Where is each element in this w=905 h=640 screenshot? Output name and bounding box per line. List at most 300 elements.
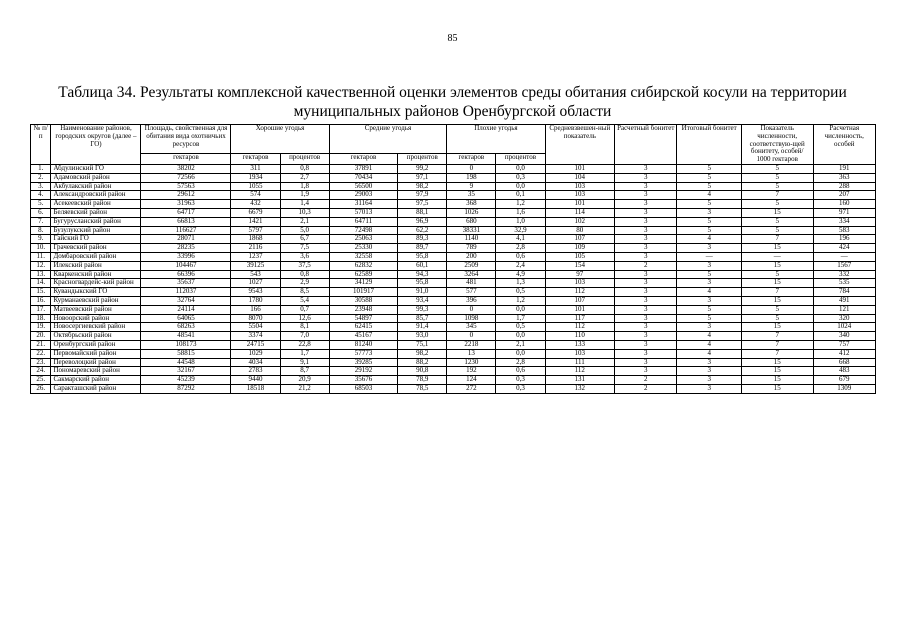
table-cell: 114: [545, 208, 615, 217]
table-cell: 1868: [231, 235, 280, 244]
table-cell: 116627: [141, 226, 231, 235]
subheader-area-hectares: гектаров: [141, 154, 231, 165]
table-cell: 7: [741, 191, 813, 200]
table-cell: 4: [677, 235, 741, 244]
table-cell: 15: [741, 384, 813, 393]
table-cell: 1098: [447, 314, 496, 323]
table-cell: 1,8: [280, 182, 329, 191]
header-bad: Плохие угодья: [447, 125, 545, 154]
table-cell: Акбулакский район: [51, 182, 141, 191]
page-number: 85: [447, 33, 458, 44]
table-cell: 105: [545, 252, 615, 261]
table-cell: Александровский район: [51, 191, 141, 200]
table-cell: 3: [615, 208, 677, 217]
table-cell: 80: [545, 226, 615, 235]
table-cell: 5: [741, 217, 813, 226]
table-cell: Кваркенский район: [51, 270, 141, 279]
table-cell: 0,0: [496, 164, 545, 173]
table-cell: 57013: [329, 208, 398, 217]
table-row: [31, 226, 876, 235]
table-cell: 29003: [329, 191, 398, 200]
table-cell: 5.: [31, 200, 51, 209]
table-cell: 93,4: [398, 296, 447, 305]
table-cell: 0,6: [496, 252, 545, 261]
table-cell: 784: [813, 288, 876, 297]
table-cell: 97,1: [398, 173, 447, 182]
table-cell: 22.: [31, 349, 51, 358]
table-cell: 3: [677, 244, 741, 253]
table-row: [31, 261, 876, 270]
table-cell: 0: [447, 332, 496, 341]
table-cell: Сакмарский район: [51, 376, 141, 385]
table-cell: 0,1: [496, 191, 545, 200]
table-cell: 56500: [329, 182, 398, 191]
table-cell: 424: [813, 244, 876, 253]
table-cell: 577: [447, 288, 496, 297]
table-cell: Кувандыкский ГО: [51, 288, 141, 297]
table-cell: 8.: [31, 226, 51, 235]
table-cell: 679: [813, 376, 876, 385]
table-cell: 757: [813, 340, 876, 349]
table-cell: 39285: [329, 358, 398, 367]
table-cell: 112: [545, 288, 615, 297]
table-cell: 1934: [231, 173, 280, 182]
table-cell: 160: [813, 200, 876, 209]
table-cell: 91,0: [398, 288, 447, 297]
table-cell: 2,9: [280, 279, 329, 288]
table-cell: 7: [741, 340, 813, 349]
table-cell: Красногвардейс-кий район: [51, 279, 141, 288]
table-cell: 1029: [231, 349, 280, 358]
table-cell: 0,3: [496, 173, 545, 182]
table-cell: 1,3: [496, 279, 545, 288]
table-cell: 75,1: [398, 340, 447, 349]
table-cell: 81240: [329, 340, 398, 349]
table-cell: —: [677, 252, 741, 261]
subheader-good-hectares: гектаров: [231, 154, 280, 165]
table-cell: 1309: [813, 384, 876, 393]
table-cell: 34129: [329, 279, 398, 288]
table-cell: 109: [545, 244, 615, 253]
table-cell: Асекеевский район: [51, 200, 141, 209]
table-cell: 12,6: [280, 314, 329, 323]
table-cell: 31963: [141, 200, 231, 209]
table-cell: 5504: [231, 323, 280, 332]
table-cell: 0,5: [496, 288, 545, 297]
table-cell: 1237: [231, 252, 280, 261]
table-cell: 4: [677, 288, 741, 297]
table-cell: 3: [615, 200, 677, 209]
table-cell: 2.: [31, 173, 51, 182]
table-cell: 13.: [31, 270, 51, 279]
table-cell: 64717: [141, 208, 231, 217]
table-cell: 54897: [329, 314, 398, 323]
table-cell: 25.: [31, 376, 51, 385]
table-cell: 5: [677, 164, 741, 173]
table-cell: 5: [741, 164, 813, 173]
table-cell: 2116: [231, 244, 280, 253]
table-cell: 154: [545, 261, 615, 270]
table-cell: 1567: [813, 261, 876, 270]
table-cell: Саракташский район: [51, 384, 141, 393]
table-cell: 4: [677, 349, 741, 358]
table-cell: 35637: [141, 279, 231, 288]
header-medium: Средние угодья: [329, 125, 447, 154]
table-cell: 3: [615, 349, 677, 358]
table-row: [31, 173, 876, 182]
table-cell: 5,0: [280, 226, 329, 235]
table-cell: 117: [545, 314, 615, 323]
table-cell: 3: [677, 358, 741, 367]
table-cell: 24.: [31, 367, 51, 376]
table-cell: 1230: [447, 358, 496, 367]
table-cell: 31164: [329, 200, 398, 209]
table-cell: 97: [545, 270, 615, 279]
table-row: [31, 270, 876, 279]
subheader-bad-hectares: гектаров: [447, 154, 496, 165]
table-cell: Новосергиевский район: [51, 323, 141, 332]
table-cell: 2,8: [496, 244, 545, 253]
header-area: Площадь, свойственная для обитания вида охотничьих ресурсов: [141, 125, 231, 154]
subheader-good-percent: процентов: [280, 154, 329, 165]
table-cell: 44548: [141, 358, 231, 367]
table-cell: 198: [447, 173, 496, 182]
table-row: [31, 200, 876, 209]
table-cell: 340: [813, 332, 876, 341]
table-cell: 104467: [141, 261, 231, 270]
table-cell: 3: [615, 182, 677, 191]
table-cell: 18.: [31, 314, 51, 323]
table-cell: 2,8: [496, 358, 545, 367]
table-cell: 3: [615, 226, 677, 235]
table-row: [31, 314, 876, 323]
table-cell: 121: [813, 305, 876, 314]
table-cell: 1,4: [280, 200, 329, 209]
assessment-table: [30, 124, 876, 394]
table-cell: 19.: [31, 323, 51, 332]
table-cell: 14.: [31, 279, 51, 288]
table-cell: 200: [447, 252, 496, 261]
table-cell: 192: [447, 367, 496, 376]
table-cell: 4.: [31, 191, 51, 200]
table-cell: 112037: [141, 288, 231, 297]
table-row: [31, 340, 876, 349]
table-cell: 124: [447, 376, 496, 385]
table-cell: 5: [741, 226, 813, 235]
table-cell: 5: [741, 182, 813, 191]
table-cell: 1,9: [280, 191, 329, 200]
table-cell: 2: [615, 384, 677, 393]
table-cell: 4: [677, 332, 741, 341]
table-cell: 24114: [141, 305, 231, 314]
table-cell: 15: [741, 261, 813, 270]
table-body: [31, 164, 876, 393]
table-cell: 37,5: [280, 261, 329, 270]
table-cell: 272: [447, 384, 496, 393]
table-cell: 7,5: [280, 244, 329, 253]
table-cell: 7,0: [280, 332, 329, 341]
table-cell: 207: [813, 191, 876, 200]
table-row: [31, 279, 876, 288]
table-cell: 29192: [329, 367, 398, 376]
table-row: [31, 296, 876, 305]
table-cell: 95,8: [398, 279, 447, 288]
table-cell: 5: [677, 182, 741, 191]
table-cell: 66396: [141, 270, 231, 279]
table-cell: 3: [615, 279, 677, 288]
table-cell: 9440: [231, 376, 280, 385]
table-cell: 90,8: [398, 367, 447, 376]
header-good: Хорошие угодья: [231, 125, 329, 154]
header-density: Показатель численности, соответствую-щей бонитету, особей/ 1000 гектаров: [741, 125, 813, 165]
table-cell: 2783: [231, 367, 280, 376]
table-cell: 2: [615, 261, 677, 270]
table-cell: 3: [615, 173, 677, 182]
table-cell: 5: [677, 226, 741, 235]
table-cell: 48541: [141, 332, 231, 341]
table-cell: 396: [447, 296, 496, 305]
table-cell: 3: [615, 340, 677, 349]
table-cell: 3374: [231, 332, 280, 341]
table-cell: 62,2: [398, 226, 447, 235]
table-cell: 88,2: [398, 358, 447, 367]
subheader-medium-percent: процентов: [398, 154, 447, 165]
table-cell: 8,5: [280, 288, 329, 297]
table-row: [31, 384, 876, 393]
table-cell: 0,3: [496, 384, 545, 393]
table-cell: 5: [677, 270, 741, 279]
table-cell: 0,0: [496, 305, 545, 314]
table-cell: 97,5: [398, 200, 447, 209]
table-cell: 68263: [141, 323, 231, 332]
table-cell: 35: [447, 191, 496, 200]
table-cell: 0,7: [280, 305, 329, 314]
table-cell: 103: [545, 182, 615, 191]
table-cell: 33996: [141, 252, 231, 261]
table-cell: 32167: [141, 367, 231, 376]
table-cell: 28235: [141, 244, 231, 253]
table-cell: 133: [545, 340, 615, 349]
table-cell: 3: [615, 296, 677, 305]
table-cell: 288: [813, 182, 876, 191]
table-cell: 15: [741, 358, 813, 367]
table-cell: 3: [615, 305, 677, 314]
table-cell: 543: [231, 270, 280, 279]
table-cell: 3: [677, 296, 741, 305]
table-cell: 101: [545, 164, 615, 173]
table-cell: 9.: [31, 235, 51, 244]
table-cell: Новоорский район: [51, 314, 141, 323]
table-cell: 68503: [329, 384, 398, 393]
table-cell: 3: [677, 208, 741, 217]
table-cell: 57563: [141, 182, 231, 191]
table-cell: 6679: [231, 208, 280, 217]
table-cell: 332: [813, 270, 876, 279]
table-cell: Абдулинский ГО: [51, 164, 141, 173]
table-cell: Бугурусланский район: [51, 217, 141, 226]
table-cell: 1140: [447, 235, 496, 244]
table-cell: 483: [813, 367, 876, 376]
table-cell: 535: [813, 279, 876, 288]
table-cell: 4034: [231, 358, 280, 367]
table-cell: 9543: [231, 288, 280, 297]
table-cell: 166: [231, 305, 280, 314]
table-cell: 3: [615, 244, 677, 253]
table-cell: 70434: [329, 173, 398, 182]
header-calc-bonitet: Расчетный бонитет: [615, 125, 677, 165]
table-cell: 0,0: [496, 332, 545, 341]
table-cell: 1.: [31, 164, 51, 173]
table-cell: 29612: [141, 191, 231, 200]
table-cell: 668: [813, 358, 876, 367]
table-cell: 1,6: [496, 208, 545, 217]
table-cell: 3: [677, 376, 741, 385]
table-cell: 11.: [31, 252, 51, 261]
table-cell: 4: [677, 191, 741, 200]
table-cell: 89,7: [398, 244, 447, 253]
table-cell: 334: [813, 217, 876, 226]
table-cell: 94,3: [398, 270, 447, 279]
table-cell: 15: [741, 376, 813, 385]
table-cell: —: [741, 252, 813, 261]
table-cell: 1024: [813, 323, 876, 332]
table-cell: 2,7: [280, 173, 329, 182]
table-cell: 2509: [447, 261, 496, 270]
table-cell: 1421: [231, 217, 280, 226]
table-cell: Илекский район: [51, 261, 141, 270]
table-cell: 13: [447, 349, 496, 358]
table-cell: 3: [677, 384, 741, 393]
table-title: Таблица 34. Результаты комплексной качественной оценки элементов среды обитания сибирской косули на территории муниципальных районов Оренбургской области: [58, 84, 847, 120]
table-cell: 131: [545, 376, 615, 385]
table-row: [31, 252, 876, 261]
table-cell: 32558: [329, 252, 398, 261]
table-cell: 311: [231, 164, 280, 173]
table-cell: 103: [545, 279, 615, 288]
table-cell: 112: [545, 367, 615, 376]
table-cell: 8,1: [280, 323, 329, 332]
subheader-medium-hectares: гектаров: [329, 154, 398, 165]
table-cell: 15: [741, 367, 813, 376]
table-cell: 196: [813, 235, 876, 244]
table-row: [31, 208, 876, 217]
table-row: [31, 244, 876, 253]
table-cell: 3: [615, 332, 677, 341]
table-cell: 38331: [447, 226, 496, 235]
table-cell: 96,9: [398, 217, 447, 226]
table-cell: 0: [447, 164, 496, 173]
table-cell: 5: [677, 305, 741, 314]
table-row: [31, 358, 876, 367]
table-cell: 481: [447, 279, 496, 288]
table-cell: 1,7: [496, 314, 545, 323]
table-cell: 89,3: [398, 235, 447, 244]
table-cell: 10,3: [280, 208, 329, 217]
table-cell: 12.: [31, 261, 51, 270]
table-cell: 363: [813, 173, 876, 182]
table-cell: 25330: [329, 244, 398, 253]
table-cell: 3.: [31, 182, 51, 191]
table-cell: 5: [677, 200, 741, 209]
table-row: [31, 235, 876, 244]
table-cell: 4: [677, 340, 741, 349]
table-row: [31, 349, 876, 358]
table-cell: 30588: [329, 296, 398, 305]
subheader-bad-percent: процентов: [496, 154, 545, 165]
table-cell: 45239: [141, 376, 231, 385]
table-cell: 26.: [31, 384, 51, 393]
table-cell: Адамовский район: [51, 173, 141, 182]
table-cell: 64711: [329, 217, 398, 226]
table-cell: 5: [741, 314, 813, 323]
table-cell: 7.: [31, 217, 51, 226]
table-cell: 320: [813, 314, 876, 323]
table-cell: 8070: [231, 314, 280, 323]
table-cell: 6,7: [280, 235, 329, 244]
table-cell: 18518: [231, 384, 280, 393]
table-cell: 0,8: [280, 270, 329, 279]
table-cell: 99,3: [398, 305, 447, 314]
table-cell: 491: [813, 296, 876, 305]
table-cell: 0,0: [496, 182, 545, 191]
table-cell: 5: [741, 270, 813, 279]
table-cell: 17.: [31, 305, 51, 314]
table-cell: 98,2: [398, 182, 447, 191]
table-cell: 22,8: [280, 340, 329, 349]
table-row: [31, 367, 876, 376]
header-avg: Средневзвешен-ный показатель: [545, 125, 615, 165]
table-cell: 58815: [141, 349, 231, 358]
table-cell: —: [813, 252, 876, 261]
table-cell: 103: [545, 191, 615, 200]
table-cell: 3,6: [280, 252, 329, 261]
table-cell: 97,9: [398, 191, 447, 200]
table-cell: 32,9: [496, 226, 545, 235]
table-cell: 57773: [329, 349, 398, 358]
table-cell: 62415: [329, 323, 398, 332]
table-cell: 38202: [141, 164, 231, 173]
table-cell: 3: [677, 279, 741, 288]
table-cell: Гайский ГО: [51, 235, 141, 244]
table-cell: 15: [741, 279, 813, 288]
table-cell: Матвеевский район: [51, 305, 141, 314]
table-cell: 971: [813, 208, 876, 217]
table-cell: 5,4: [280, 296, 329, 305]
table-cell: Грачевский район: [51, 244, 141, 253]
table-cell: 9,1: [280, 358, 329, 367]
table-cell: 111: [545, 358, 615, 367]
table-cell: 20,9: [280, 376, 329, 385]
table-row: [31, 305, 876, 314]
table-cell: 21.: [31, 340, 51, 349]
table-cell: 2,1: [280, 217, 329, 226]
table-cell: 1027: [231, 279, 280, 288]
table-cell: 23.: [31, 358, 51, 367]
table-cell: 72566: [141, 173, 231, 182]
table-cell: 28071: [141, 235, 231, 244]
table-cell: 0,6: [496, 367, 545, 376]
table-cell: 0,5: [496, 323, 545, 332]
table-cell: Первомайский район: [51, 349, 141, 358]
table-cell: 101: [545, 200, 615, 209]
table-cell: 78,5: [398, 384, 447, 393]
table-cell: 15: [741, 323, 813, 332]
table-cell: 3: [677, 261, 741, 270]
table-cell: 2,4: [496, 261, 545, 270]
table-cell: 95,8: [398, 252, 447, 261]
table-cell: 3: [615, 323, 677, 332]
table-cell: 101917: [329, 288, 398, 297]
